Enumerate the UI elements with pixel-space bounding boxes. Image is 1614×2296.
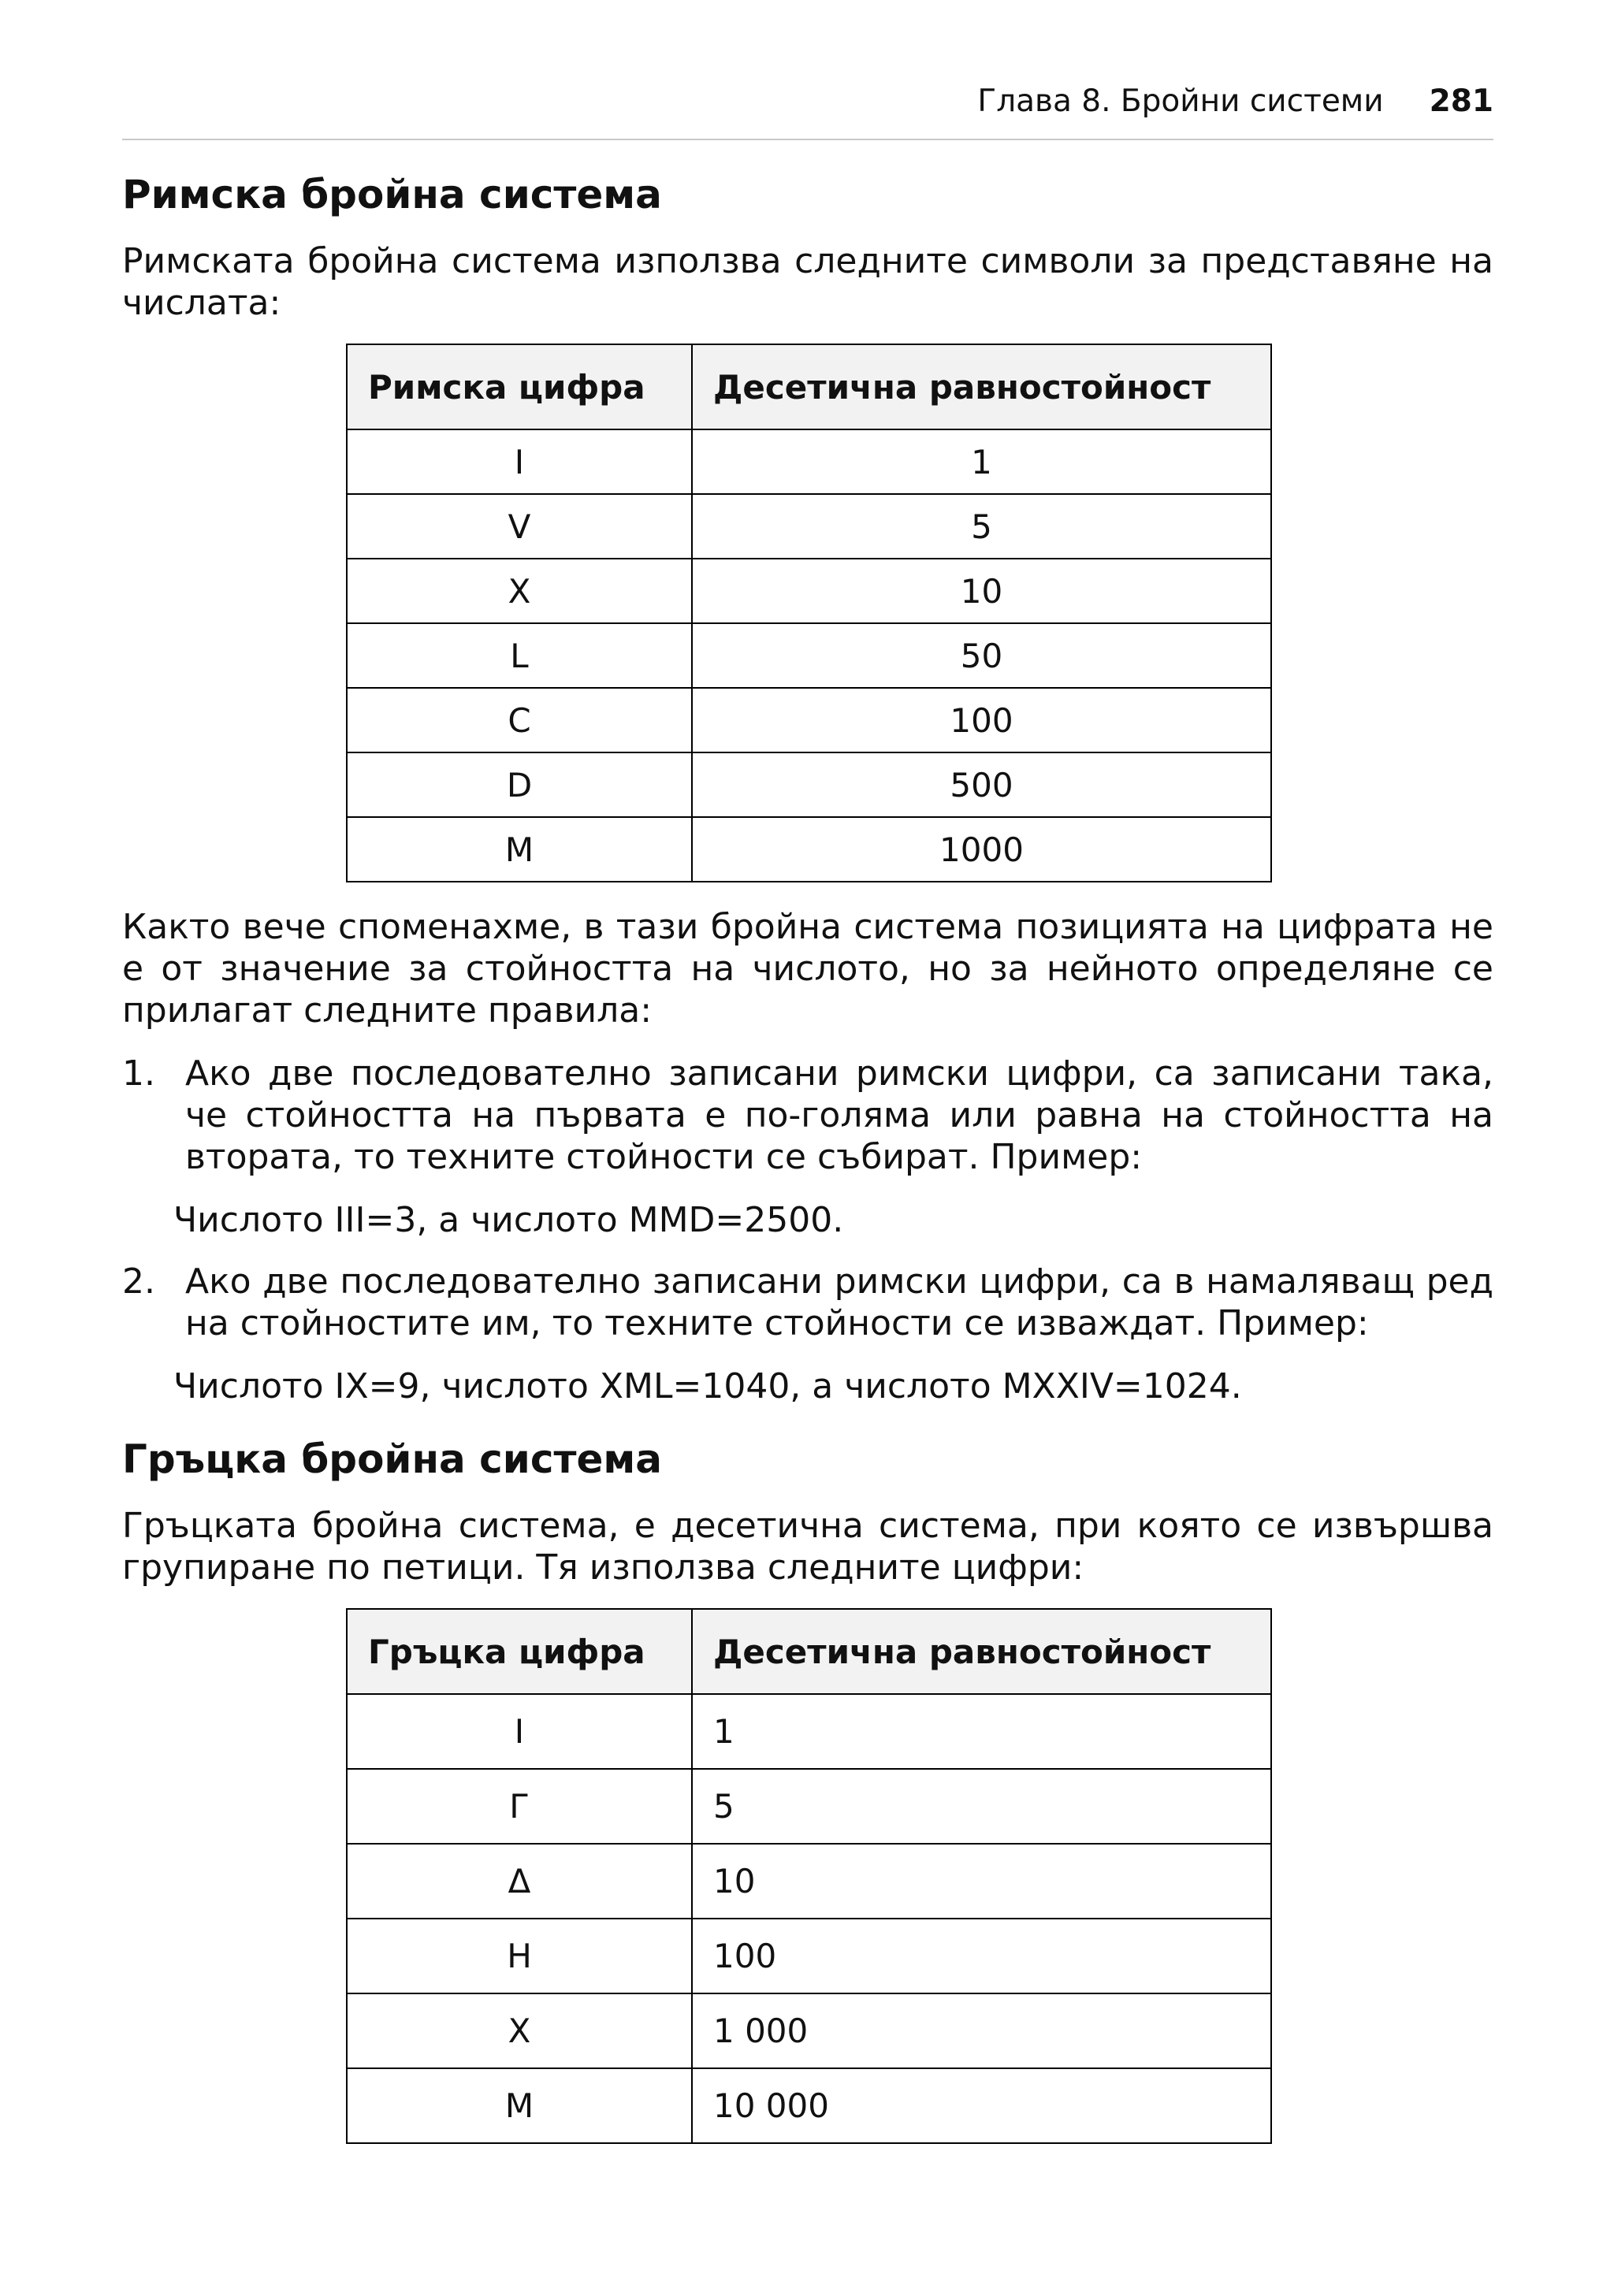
table-cell: Μ bbox=[347, 2068, 692, 2143]
greek-heading: Гръцка бройна система bbox=[122, 1436, 662, 1482]
roman-intro: Римската бройна система използва следните символи за представяне на числата: bbox=[122, 241, 1493, 323]
rule-text: Ако две последователно записани римски цифри, са в намаляващ ред на стойностите им, то техните стойности се изваждат. Пример: bbox=[185, 1261, 1493, 1343]
table-header-cell: Десетична равностойност bbox=[692, 344, 1271, 429]
table-row bbox=[347, 1844, 1271, 1919]
table-row bbox=[347, 623, 1271, 688]
greek-section-heading bbox=[122, 1434, 1493, 1484]
table-cell: M bbox=[347, 817, 692, 882]
rule-example: Числото III=3, а числото MMD=2500. bbox=[173, 1200, 844, 1240]
table-header-cell: Гръцка цифра bbox=[347, 1609, 692, 1694]
rule-number: 1. bbox=[122, 1053, 155, 1094]
table-row bbox=[347, 817, 1271, 882]
table-cell: Г bbox=[347, 1769, 692, 1844]
rule-number: 2. bbox=[122, 1261, 155, 1302]
table-cell: 10 000 bbox=[692, 2068, 1271, 2143]
table-row bbox=[347, 1769, 1271, 1844]
table-row bbox=[347, 1694, 1271, 1769]
table-header-row bbox=[347, 1609, 1271, 1694]
table-row bbox=[347, 429, 1271, 494]
roman-heading: Римска бройна система bbox=[122, 172, 662, 217]
table-row bbox=[347, 2068, 1271, 2143]
roman-section-heading bbox=[122, 169, 1493, 220]
table-row bbox=[347, 1919, 1271, 1993]
rule-example-block bbox=[122, 1199, 1493, 1241]
table-header-cell: Римска цифра bbox=[347, 344, 692, 429]
table-cell: I bbox=[347, 429, 692, 494]
page-number: 281 bbox=[1429, 84, 1493, 119]
table-header-cell: Десетична равностойност bbox=[692, 1609, 1271, 1694]
table-cell: 1 000 bbox=[692, 1993, 1271, 2068]
table-cell: L bbox=[347, 623, 692, 688]
rule-item bbox=[122, 1261, 1493, 1344]
rule-text: Ако две последователно записани римски цифри, са записани така, че стойността на първата е по-голяма или равна на стойността на втората, то техните стойности се събират. Пример: bbox=[185, 1053, 1493, 1177]
roman-digits-table bbox=[346, 344, 1272, 882]
table-header-row bbox=[347, 344, 1271, 429]
table-row bbox=[347, 559, 1271, 623]
table-row bbox=[347, 494, 1271, 559]
table-cell: 1 bbox=[692, 1694, 1271, 1769]
roman-intro-block bbox=[122, 240, 1493, 324]
chapter-title: Глава 8. Бройни системи bbox=[977, 84, 1384, 119]
table-cell: D bbox=[347, 752, 692, 817]
table-row bbox=[347, 752, 1271, 817]
rule-item bbox=[122, 1053, 1493, 1178]
rule-example: Числото IX=9, числото XML=1040, а числото MXXIV=1024. bbox=[173, 1366, 1242, 1406]
running-header bbox=[122, 81, 1493, 122]
header-divider bbox=[122, 139, 1493, 140]
table-cell: 500 bbox=[692, 752, 1271, 817]
table-cell: Η bbox=[347, 1919, 692, 1993]
rules-intro-block bbox=[122, 906, 1493, 1031]
table-cell: 10 bbox=[692, 559, 1271, 623]
rule-example-block bbox=[122, 1365, 1493, 1407]
table-row bbox=[347, 1993, 1271, 2068]
table-cell: 100 bbox=[692, 1919, 1271, 1993]
rules-intro: Както вече споменахме, в тази бройна система позицията на цифрата не е от значение за стойността на числото, но за нейното определяне се прилагат следните правила: bbox=[122, 907, 1493, 1031]
table-cell: 5 bbox=[692, 494, 1271, 559]
table-cell: 10 bbox=[692, 1844, 1271, 1919]
greek-intro: Гръцката бройна система, е десетична система, при която се извършва групиране по петици. Тя използва следните цифри: bbox=[122, 1506, 1493, 1588]
table-cell: 50 bbox=[692, 623, 1271, 688]
greek-intro-block bbox=[122, 1505, 1493, 1588]
greek-digits-table bbox=[346, 1608, 1272, 2144]
table-cell: V bbox=[347, 494, 692, 559]
table-cell: 5 bbox=[692, 1769, 1271, 1844]
table-cell: Χ bbox=[347, 1993, 692, 2068]
table-cell: 1000 bbox=[692, 817, 1271, 882]
table-cell: X bbox=[347, 559, 692, 623]
table-cell: I bbox=[347, 1694, 692, 1769]
table-cell: 100 bbox=[692, 688, 1271, 752]
table-cell: 1 bbox=[692, 429, 1271, 494]
table-cell: Δ bbox=[347, 1844, 692, 1919]
table-row bbox=[347, 688, 1271, 752]
table-cell: C bbox=[347, 688, 692, 752]
